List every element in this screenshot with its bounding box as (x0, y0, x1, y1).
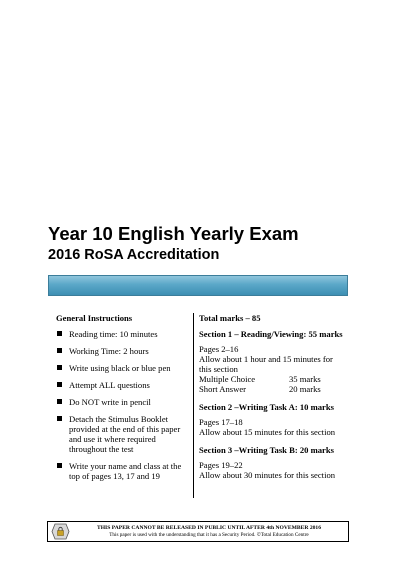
instruction-text: Working Time: 2 hours (69, 346, 149, 356)
list-item (56, 397, 190, 407)
notice-text (70, 525, 348, 539)
section-3-time: Allow about 30 minutes for this section (199, 470, 336, 480)
list-item (56, 363, 190, 373)
section-1-title: Section 1 – Reading/Viewing: 55 marks (199, 329, 343, 339)
section-2-title: Section 2 –Writing Task A: 10 marks (199, 402, 334, 412)
instruction-text: Reading time: 10 minutes (69, 329, 158, 339)
list-item (56, 461, 190, 481)
row-label: Multiple Choice (199, 374, 256, 384)
release-notice: THIS PAPER CANNOT BE RELEASED IN PUBLIC UNTIL AFTER 4th NOVEMBER 2016 (96, 524, 322, 531)
section-2-pages: Pages 17–18 (199, 417, 243, 427)
instructions-list (56, 329, 190, 481)
decorative-band (48, 275, 348, 296)
section-3 (199, 445, 343, 480)
section-3-pages: Pages 19–22 (199, 460, 243, 470)
marks-summary (193, 313, 343, 498)
row-value: 35 marks (289, 374, 321, 384)
section-1-row (199, 374, 343, 384)
list-item (56, 414, 190, 454)
square-bullet-icon (57, 416, 62, 421)
instruction-text: Write your name and class at the top of pages 13, 17 and 19 (69, 461, 182, 481)
row-value: 20 marks (289, 384, 321, 394)
instruction-text: Detach the Stimulus Booklet provided at the end of this paper and use it where required throughout the test (69, 414, 181, 454)
square-bullet-icon (57, 331, 62, 336)
section-1-pages: Pages 2–16 (199, 344, 239, 354)
list-item (56, 329, 190, 339)
section-1-row (199, 384, 343, 394)
row-label: Short Answer (199, 384, 247, 394)
lock-shield-icon (51, 523, 70, 540)
total-marks: Total marks – 85 (199, 313, 261, 323)
exam-title: Year 10 English Yearly Exam (48, 223, 299, 244)
square-bullet-icon (57, 463, 62, 468)
instruction-text: Do NOT write in pencil (69, 397, 151, 407)
section-3-title: Section 3 –Writing Task B: 20 marks (199, 445, 334, 455)
release-notice-box (47, 521, 349, 542)
section-1-time: Allow about 1 hour and 15 minutes for this section (199, 354, 333, 374)
square-bullet-icon (57, 365, 62, 370)
general-instructions (56, 313, 190, 488)
list-item (56, 380, 190, 390)
section-2 (199, 402, 343, 437)
section-1 (199, 329, 343, 394)
square-bullet-icon (57, 382, 62, 387)
instructions-heading: General Instructions (56, 313, 133, 323)
square-bullet-icon (57, 348, 62, 353)
security-notice: This paper is used with the understanding that it has a Security Period. ©Total Education Centre (109, 531, 309, 538)
square-bullet-icon (57, 399, 62, 404)
instruction-text: Attempt ALL questions (69, 380, 150, 390)
list-item (56, 346, 190, 356)
exam-subtitle: 2016 RoSA Accreditation (48, 247, 220, 263)
instruction-text: Write using black or blue pen (69, 363, 171, 373)
section-2-time: Allow about 15 minutes for this section (199, 427, 336, 437)
